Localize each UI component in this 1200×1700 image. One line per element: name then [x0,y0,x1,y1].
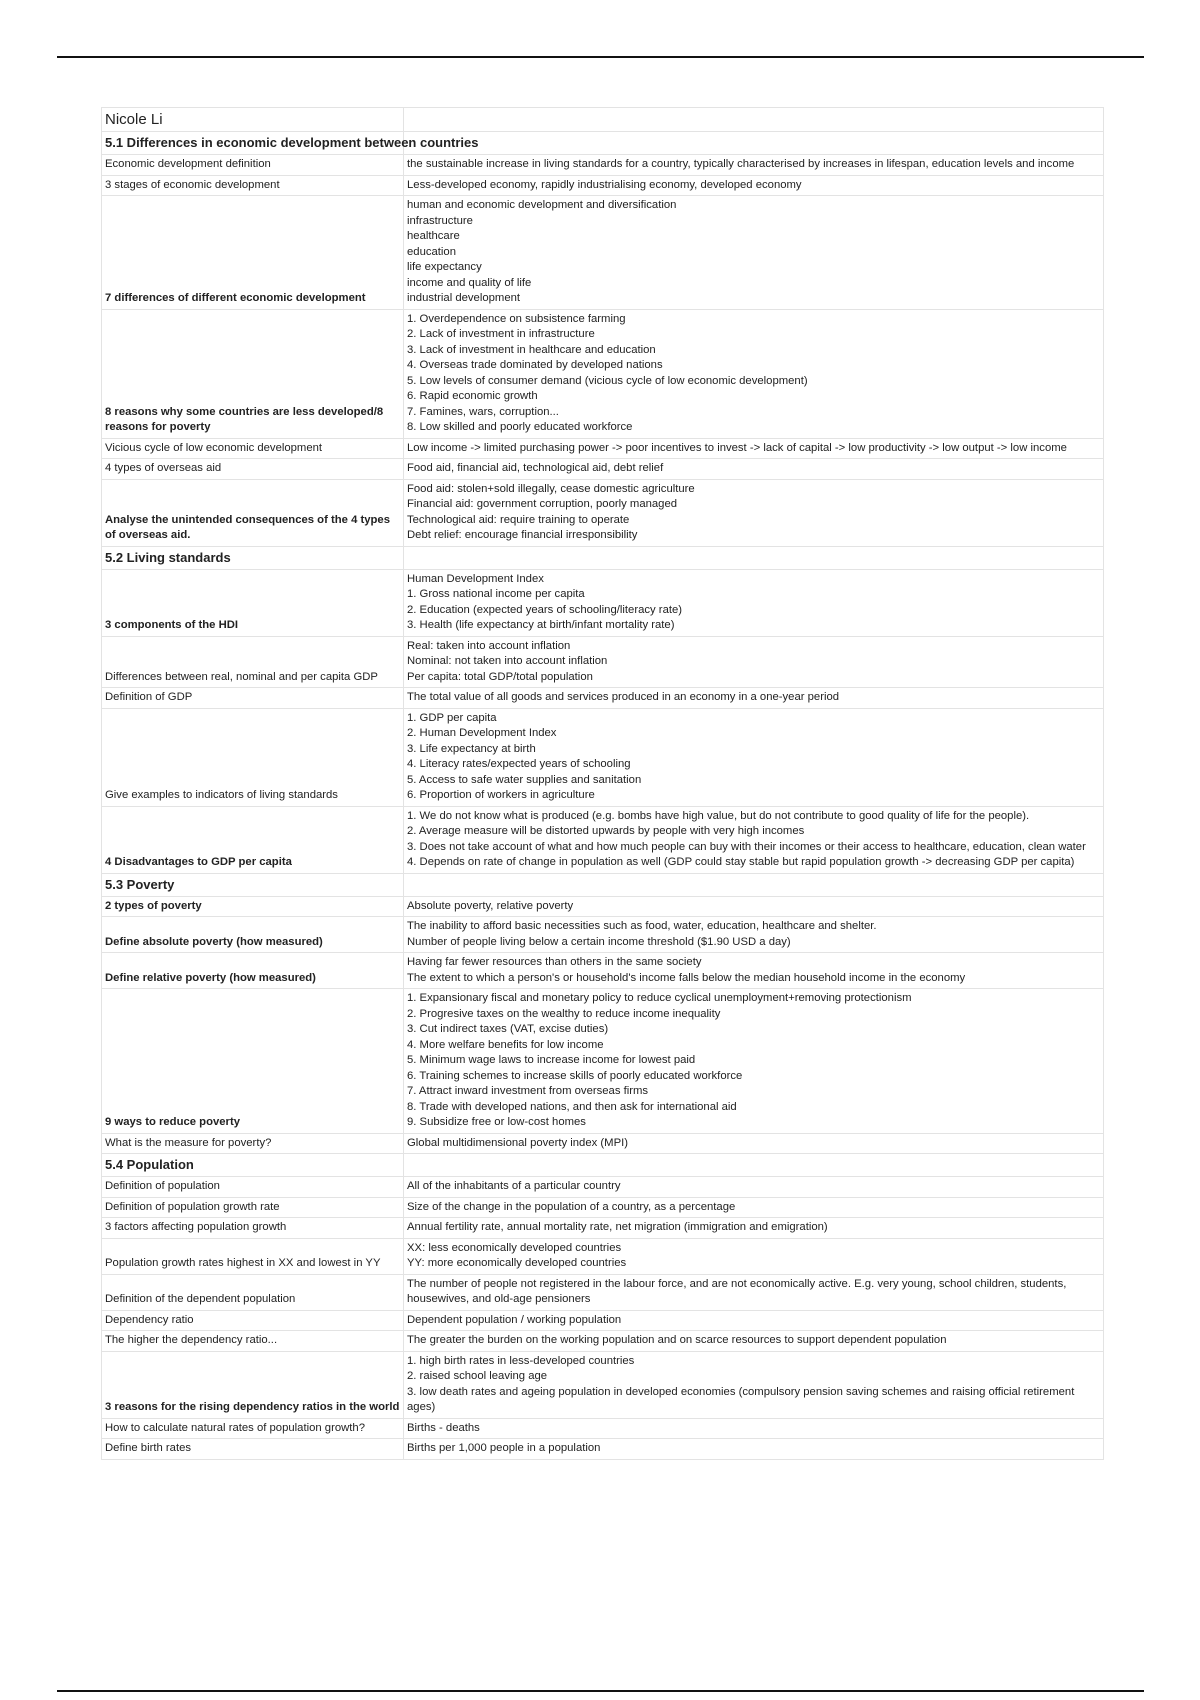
flashcard-row [102,636,1104,688]
question-cell: Define relative poverty (how measured) [102,953,404,989]
flashcard-row [102,688,1104,709]
flashcard-table-body [102,108,1104,1460]
section-header-empty-cell [404,546,1104,569]
question-cell: Definition of the dependent population [102,1274,404,1310]
answer-cell: Real: taken into account inflation Nominal: not taken into account inflation Per capita: total GDP/total population [404,636,1104,688]
answer-cell: All of the inhabitants of a particular country [404,1177,1104,1198]
section-header-empty-cell [404,873,1104,896]
question-cell: The higher the dependency ratio... [102,1331,404,1352]
question-cell: 7 differences of different economic development [102,196,404,310]
answer-cell: Global multidimensional poverty index (MPI) [404,1133,1104,1154]
answer-cell: Low income -> limited purchasing power -> poor incentives to invest -> lack of capital -> low productivity -> low output -> low income [404,438,1104,459]
question-cell: 8 reasons why some countries are less developed/8 reasons for poverty [102,309,404,438]
answer-cell: Food aid: stolen+sold illegally, cease domestic agriculture Financial aid: government corruption, poorly managed Technological aid: require training to operate Debt relief: encourage financial irresponsibility [404,479,1104,546]
bottom-rule [57,1690,1144,1692]
section-title: 5.4 Population [102,1154,404,1177]
author-row [102,108,1104,132]
author-name: Nicole Li [102,108,404,132]
answer-cell: Absolute poverty, relative poverty [404,896,1104,917]
flashcard-row [102,1418,1104,1439]
question-cell: 4 Disadvantages to GDP per capita [102,806,404,873]
flashcard-row [102,459,1104,480]
question-cell: 3 stages of economic development [102,175,404,196]
answer-cell: Annual fertility rate, annual mortality rate, net migration (immigration and emigration) [404,1218,1104,1239]
flashcard-row [102,1310,1104,1331]
flashcard-row [102,438,1104,459]
answer-cell: Having far fewer resources than others in the same society The extent to which a person's or household's income falls below the median household income in the economy [404,953,1104,989]
question-cell: Definition of population [102,1177,404,1198]
answer-cell: human and economic development and diversification infrastructure healthcare education life expectancy income and quality of life industrial development [404,196,1104,310]
flashcard-row [102,1197,1104,1218]
answer-cell: The number of people not registered in the labour force, and are not economically active. E.g. very young, school children, students, housewives, and old-age pensioners [404,1274,1104,1310]
flashcard-row [102,953,1104,989]
flashcard-row [102,896,1104,917]
flashcard-row [102,479,1104,546]
flashcard-row [102,1331,1104,1352]
question-cell: 3 factors affecting population growth [102,1218,404,1239]
question-cell: Analyse the unintended consequences of the 4 types of overseas aid. [102,479,404,546]
question-cell: 9 ways to reduce poverty [102,989,404,1134]
flashcard-row [102,1218,1104,1239]
answer-cell: Births per 1,000 people in a population [404,1439,1104,1460]
answer-cell: XX: less economically developed countries YY: more economically developed countries [404,1238,1104,1274]
question-cell: 4 types of overseas aid [102,459,404,480]
answer-cell: Dependent population / working population [404,1310,1104,1331]
flashcard-row [102,1238,1104,1274]
answer-cell: Human Development Index 1. Gross national income per capita 2. Education (expected years of schooling/literacy rate) 3. Health (life expectancy at birth/infant mortality rate) [404,569,1104,636]
question-cell: Differences between real, nominal and per capita GDP [102,636,404,688]
flashcard-row [102,309,1104,438]
flashcard-row [102,917,1104,953]
section-header-row [102,1154,1104,1177]
answer-cell: Less-developed economy, rapidly industrialising economy, developed economy [404,175,1104,196]
section-header-row [102,546,1104,569]
question-cell: Define birth rates [102,1439,404,1460]
answer-cell: 1. Expansionary fiscal and monetary policy to reduce cyclical unemployment+removing protectionism 2. Progresive taxes on the wealthy to reduce income inequality 3. Cut indirect taxes (VAT, excise duties) 4. More welfare benefits for low income 5. Minimum wage laws to increase income for lowest paid 6. Training schemes to increase skills of poorly educated workforce 7. Attract inward investment from overseas firms 8. Trade with developed nations, and then ask for international aid 9. Subsidize free or low-cost homes [404,989,1104,1134]
flashcard-row [102,155,1104,176]
flashcard-row [102,1439,1104,1460]
flashcard-row [102,989,1104,1134]
answer-cell: The total value of all goods and services produced in an economy in a one-year period [404,688,1104,709]
answer-cell: 1. Overdependence on subsistence farming 2. Lack of investment in infrastructure 3. Lack of investment in healthcare and education 4. Overseas trade dominated by developed nations 5. Low levels of consumer demand (vicious cycle of low economic development) 6. Rapid economic growth 7. Famines, wars, corruption... 8. Low skilled and poorly educated workforce [404,309,1104,438]
flashcard-row [102,1177,1104,1198]
section-title: 5.1 Differences in economic development between countries [102,132,404,155]
answer-cell: The inability to afford basic necessities such as food, water, education, healthcare and shelter. Number of people living below a certain income threshold ($1.90 USD a day) [404,917,1104,953]
answer-cell: Size of the change in the population of a country, as a percentage [404,1197,1104,1218]
flashcard-row [102,175,1104,196]
flashcard-row [102,1351,1104,1418]
answer-cell: the sustainable increase in living standards for a country, typically characterised by increases in lifespan, education levels and income [404,155,1104,176]
top-rule [57,56,1144,58]
section-title: 5.2 Living standards [102,546,404,569]
section-header-row [102,873,1104,896]
section-title: 5.3 Poverty [102,873,404,896]
question-cell: Definition of GDP [102,688,404,709]
answer-cell: The greater the burden on the working population and on scarce resources to support dependent population [404,1331,1104,1352]
flashcard-row [102,806,1104,873]
section-header-row [102,132,1104,155]
question-cell: Definition of population growth rate [102,1197,404,1218]
flashcard-row [102,1274,1104,1310]
flashcard-row [102,569,1104,636]
section-header-empty-cell [404,1154,1104,1177]
question-cell: Define absolute poverty (how measured) [102,917,404,953]
answer-cell: Births - deaths [404,1418,1104,1439]
flashcard-row [102,196,1104,310]
section-header-empty-cell [404,132,1104,155]
question-cell: 3 components of the HDI [102,569,404,636]
flashcard-table [101,107,1104,1460]
answer-cell: 1. GDP per capita 2. Human Development Index 3. Life expectancy at birth 4. Literacy rates/expected years of schooling 5. Access to safe water supplies and sanitation 6. Proportion of workers in agriculture [404,708,1104,806]
question-cell: Economic development definition [102,155,404,176]
question-cell: Dependency ratio [102,1310,404,1331]
author-row-empty-cell [404,108,1104,132]
answer-cell: 1. high birth rates in less-developed countries 2. raised school leaving age 3. low death rates and ageing population in developed economies (compulsory pension saving schemes and raising official retirement ages) [404,1351,1104,1418]
question-cell: Population growth rates highest in XX and lowest in YY [102,1238,404,1274]
answer-cell: 1. We do not know what is produced (e.g. bombs have high value, but do not contribute to good quality of life for the people). 2. Average measure will be distorted upwards by people with very high incomes 3. Does not take account of what and how much people can buy with their incomes or their access to healthcare, education, clean water 4. Depends on rate of change in population as well (GDP could stay stable but rapid population growth -> decreasing GDP per capita) [404,806,1104,873]
question-cell: Give examples to indicators of living standards [102,708,404,806]
question-cell: 2 types of poverty [102,896,404,917]
question-cell: Vicious cycle of low economic development [102,438,404,459]
question-cell: What is the measure for poverty? [102,1133,404,1154]
question-cell: How to calculate natural rates of population growth? [102,1418,404,1439]
flashcard-row [102,1133,1104,1154]
question-cell: 3 reasons for the rising dependency ratios in the world [102,1351,404,1418]
answer-cell: Food aid, financial aid, technological aid, debt relief [404,459,1104,480]
flashcard-row [102,708,1104,806]
